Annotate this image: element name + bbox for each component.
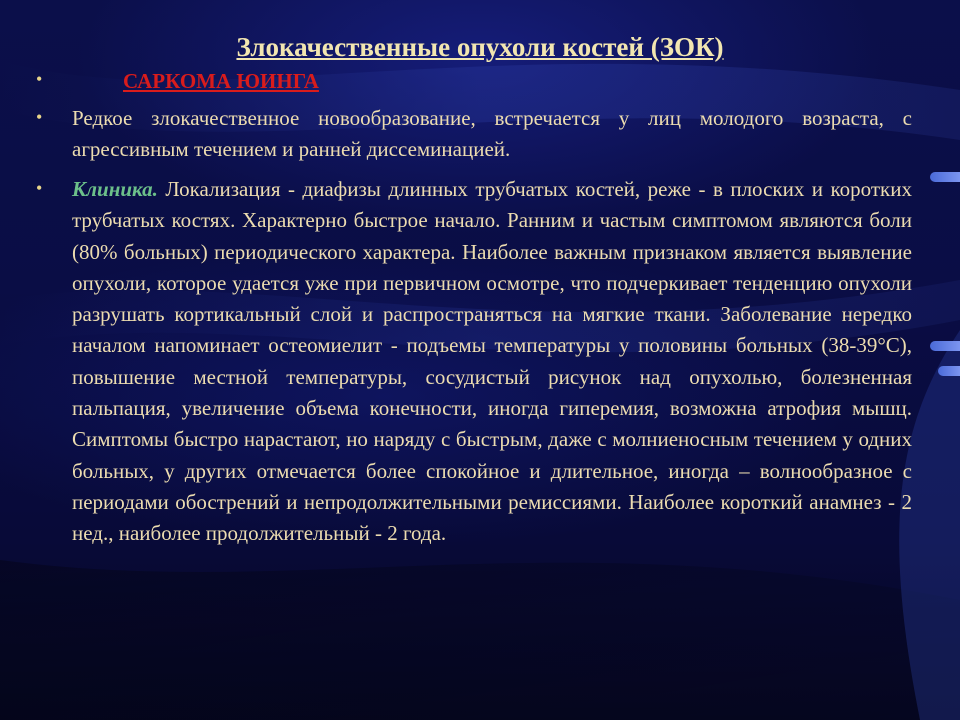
- paragraph-description: Редкое злокачественное новообразование, встречается у лиц молодого возраста, с агрессивным течением и ранней диссеминацией.: [72, 106, 912, 162]
- decorative-bar: [930, 341, 960, 351]
- decorative-bar: [930, 172, 960, 182]
- bullet-icon: •: [36, 178, 43, 198]
- bullet-icon: •: [36, 107, 43, 127]
- decorative-bar: [938, 366, 960, 376]
- clinic-body-text: Локализация - диафизы длинных трубчатых костей, реже - в плоских и коротких трубчатых костях. Характерно быстрое начало. Ранним и частым симптомом являются боли (80% больных) периодического характера. Наиболее важным признаком является выявление опухоли, которое удается уже при первичном осмотре, что подчеркивает тенденцию опухоли разрушать кортикальный слой и распространяться на мягкие ткани. Заболевание нередко началом напоминает остеомиелит - подъемы температуры у половины больных (38-39°С), повышение местной температуры, сосудистый рисунок над опухолью, болезненная пальпация, увеличение объема конечности, иногда гиперемия, возможна атрофия мышц. Симптомы быстро нарастают, но наряду с быстрым, даже с молниеносным течением у одних больных, у других отмечается более спокойное и длительное, иногда – волнообразное с периодами обострений и непродолжительными ремиссиями. Наиболее короткий анамнез - 2 нед., наиболее продолжительный - 2 года.: [72, 177, 912, 546]
- paragraph-clinic: [72, 174, 912, 550]
- slide-subtitle: САРКОМА ЮИНГА: [123, 69, 319, 93]
- clinic-lead-word: Клиника.: [72, 177, 158, 201]
- bullet-icon: •: [36, 69, 43, 89]
- slide-title: Злокачественные опухоли костей (ЗОК): [236, 32, 724, 62]
